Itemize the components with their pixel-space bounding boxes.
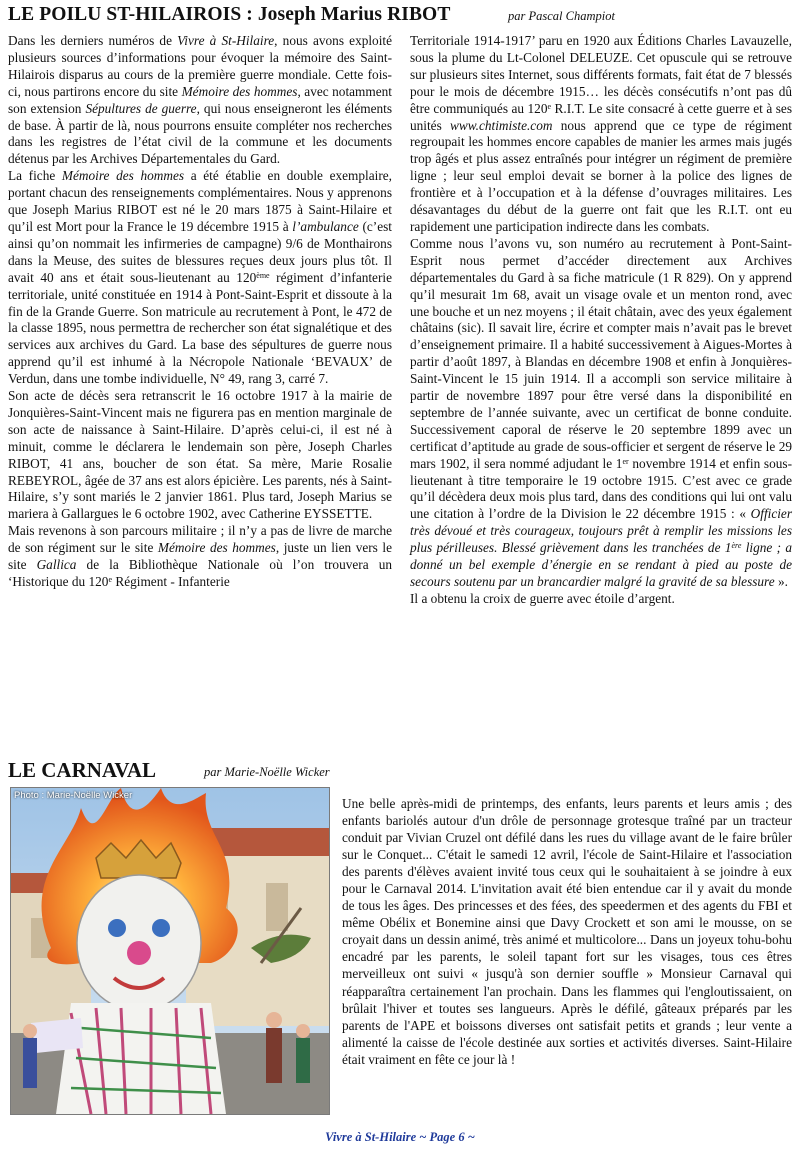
paragraph [8,388,392,523]
text-run: Régiment - Infanterie [112,574,230,589]
carnival-photo [10,787,330,1115]
text-run: , juste un lien vers le site [8,540,393,573]
text-run: , qui nous enseigneront les éléments de base. À partir de là, nous pourrons ensuite compléter nos recherches dans les registres de l’état civil de la commune et les documents détenus par les Archives Départementales du Gard. [8,100,392,167]
superscript: ère [731,541,742,551]
text-run: ligne ; a donné un bel exemple d’énergie en se rendant à pied au poste de secours soutenu par un brancardier malgré la gravité de sa blessure [410,540,792,589]
paragraph [342,795,792,1068]
text-run: a été établie en double exemplaire, portant chacun des renseignements complémentaires. Nous y apprenons que Joseph Marius RIBOT est né le 20 mars 1875 à Saint-Hilaire et qu’il est Mort pour la France le 19 décembre 1915 à [8,168,392,234]
text-run: Comme nous l’avons vu, son numéro au recrutement à Pont-Saint-Esprit nous permet d’accéder directement aux Archives départementales du Gard à sa fiche matricule (1 R 829). On y apprend qu’il mesurait 1m 68, avait un visage ovale et un menton rond, avec une bouche et un nez moyens ; il était châtain, avec des yeux également châtains (sic). Il savait lire, écrire et compter mais n’avait pas le brevet d’enseignement primaire. Il a habité successivement à Aigues-Mortes à partir d’août 1897, à Blandas en décembre 1908 et enfin à Jonquières-Saint-Vincent le 15 juin 1914. Il a accompli son service militaire à partir de novembre 1897 pour être versé dans la disponibilité en septembre de l’année suivante, avec un certificat de bonne conduite. Successivement caporal de réserve le 20 septembre 1899 avec un certificat d’aptitude au grade de sous-officier et sergent de réserve le 29 mars 1902, il sera nommé adjudant le 1 [410,235,792,471]
text-run: (c’est ainsi qu’on nommait les infirmeries de campagne) 9/6 de Monthairons dans la Meuse, des suites de blessures reçues deux jours plus tôt. Il avait 40 ans et était sous-lieutenant au 120 [8,218,392,285]
text-run: novembre 1914 et enfin sous-lieutenant à titre temporaire le 19 octobre 1915. C’est avec ce grade qu’il décèdera deux mois plus tard, dans des conditions qui lui ont valu une citation à l’ordre de la Division le 22 décembre 1915 : « [410,455,793,522]
text-run: La fiche [8,168,62,184]
article-column-right [410,33,792,608]
text-run: Gallica [36,557,77,573]
text-run: , avec notamment son extension [8,83,392,116]
text-run: Mais revenons à son parcours militaire ; il n’y a pas de livre de marche de son régiment sur le site [8,523,392,556]
paragraph [8,168,392,388]
text-run: www.chtimiste.com [450,117,553,133]
superscript: er [622,456,629,466]
text-run: de la Bibliothèque Nationale où l’on trouvera un ‘Historique du 120 [8,557,392,589]
photo-credit: Photo : Marie-Noëlle Wicker [14,790,133,801]
paragraph [8,33,392,168]
text-run: Sépultures de guerre [85,100,197,116]
text-run: l’ambulance [292,218,359,234]
paragraph [410,33,792,236]
text-run: R.I.T. Le site consacré à cette guerre et à ses unités [410,100,793,133]
text-run: régiment d’infanterie territoriale, unité constituée en 1914 à Pont-Saint-Esprit et dissoute à la fin de la Grande Guerre. Son matricule au recrutement à Pont, le 472 de la classe 1895, nous permettra de rechercher son état signalétique et des services aux archives du Gard. La base des sépultures de guerre nous apprend qu’il est inhumé à la Nécropole Nationale ‘BEVAUX’ de Verdun, dans une tombe individuelle, N° 49, rang 3, carré 7. [8,269,392,387]
article-column-left [8,33,392,591]
superscript: ème [256,270,270,280]
text-run: Dans les derniers numéros de [8,33,178,48]
text-run: Officier très dévoué et très courageux, toujours prêt à remplir les missions les plus périlleuses. Blessé grièvement dans les tranchées de 1 [410,506,792,556]
text-run: Une belle après-midi de printemps, des enfants, leurs parents et leurs amis ; des enfants bariolés autour d'un drôle de personnage grotesque traîné par un tracteur conduit par Vivian Cruzel ont défilé dans les rues du village avant de le faire brûler sur le Conquet... C'était le samedi 12 avril, l'école de Saint-Hilaire et l'association des parents d'élèves avaient invité tous ceux qui le souhaitaient à se joindre à eux pour le Carnaval 2014. L'invitation avait été bien entendue car il y avait du monde de tous les âges. Des princesses et des fées, des speedermen et des agents du FBI et même Obélix et Bonemine ainsi que Davy Crockett et son ami le mousse, on se croyait dans un dessin animé, très animé et multicolore... Dans un joyeux tohu-bohu encadré par les parents, le soleil tapant fort sur les visages, tous ces êtres merveilleux ont suivi « jusqu'à son dernier souffle » Monsieur Carnaval qui réapparaîtra certainement l'an prochain. Dans les flammes qui l'engloutissaient, on brûlait l'hiver et toutes ses langueurs. Après le défilé, gâteaux préparés par les parents de l'APE et boissons diverses ont satisfait petits et grands ; leur vente a alimenté la caisse de l'école destinée aux sorties et activités diverses. Saint-Hilaire était vraiment en fête ce jour là ! [342,796,792,1067]
text-run: , nous avons exploité plusieurs sources d’informations pour évoquer la mémoire des Saint-Hilairois disparus au cours de la première guerre mondiale. Cette fois-ci, nous partirons encore du site [8,33,392,99]
section-title: LE CARNAVAL [8,758,157,782]
article-title: LE POILU ST-HILAIROIS : Joseph Marius RIBOT [8,4,451,25]
article-byline: par Pascal Champiot [508,9,615,23]
section-byline: par Marie-Noëlle Wicker [204,765,330,779]
superscript: e [108,575,113,584]
article-header [8,4,792,30]
text-run: ». [774,574,788,589]
superscript: e [547,101,552,111]
text-run: nous apprend que ce type de régiment regroupait les hommes encore capables de manier les armes mais jugés trop âgés et plus assez entraînés pour intégrer un régiment de première ligne ; leur seul emploi devait se borner à la police des lignes de frontière et à l’occupation et à la défense d’ouvrages militaires. Les désavantages du début de la guerre ont fait que les R.I.T. ont eu rapidement une participation indirecte dans les combats. [410,117,792,234]
page-footer: Vivre à St-Hilaire ~ Page 6 ~ [325,1130,475,1144]
carnival-article-text [342,795,792,1068]
text-run: Mémoire des hommes [181,83,298,99]
paragraph [8,523,392,591]
carnival-illustration [11,788,329,1114]
text-run: Son acte de décès sera retranscrit le 16 octobre 1917 à la mairie de Jonquières-Saint-Vincent mais ne figurera pas en mention marginale de son acte de naissance à Saint-Hilaire. D’après celui-ci, il est né à minuit, comme le déclarera le lendemain son père, Joseph Charles RIBOT, 41 ans, boucher de son état. Sa mère, Marie Rosalie REBEYROL, âgée de 37 ans est alors épicière. Les parents, nés à Saint-Hilaire, s’y sont mariés le 2 janvier 1861. Plus tard, Joseph Marius se mariera à Gallargues le 6 octobre 1902, avec Catherine EYSSETTE. [8,388,392,522]
text-run: Mémoire des hommes [157,540,276,556]
text-run: Mémoire des hommes [61,168,185,184]
paragraph [410,591,792,608]
text-run: Il a obtenu la croix de guerre avec étoile d’argent. [410,590,675,606]
text-run: Vivre à St-Hilaire [177,33,275,48]
paragraph [410,236,792,591]
text-run: Territoriale 1914-1917’ paru en 1920 aux Éditions Charles Lavauzelle, sous la plume du Lt-Colonel DELEUZE. Cet opuscule qui se retrouve sur plusieurs sites Internet, sous différents formats, fait état de 7 blessés pour le mois de décembre 1915… les décès consécutifs n’ont pas dû être communiqués au 120 [410,33,792,116]
